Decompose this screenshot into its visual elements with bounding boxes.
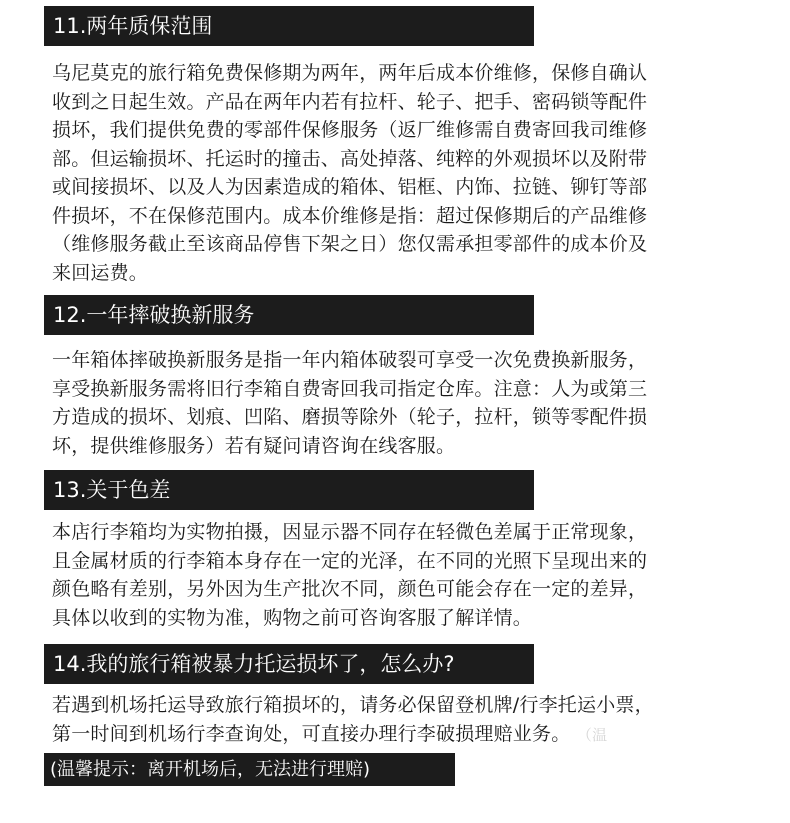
section-12-body xyxy=(52,346,732,460)
section-11-body xyxy=(52,59,732,287)
body-line: 部。但运输损坏、托运时的撞击、高处掉落、纯粹的外观损坏以及附带 xyxy=(52,147,648,170)
section-13-body xyxy=(52,518,732,632)
body-line: 一年箱体摔破换新服务是指一年内箱体破裂可享受一次免费换新服务， xyxy=(52,349,648,371)
body-line: （维修服务截止至该商品停售下架之日）您仅需承担零部件的成本价及 xyxy=(52,233,648,255)
body-line: 具体以收到的实物为准，购物之前可咨询客服了解详情。 xyxy=(52,606,533,629)
body-line: 损坏，我们提供免费的零部件保修服务（返厂维修需自费寄回我司维修 xyxy=(52,119,648,141)
tip-banner: (温馨提示：离开机场后，无法进行理赔) xyxy=(44,753,455,786)
body-line: 收到之日起生效。产品在两年内若有拉杆、轮子、把手、密码锁等配件 xyxy=(52,90,648,113)
body-line-text: 第一时间到机场行李查询处，可直接办理行李破损理赔业务。 xyxy=(52,722,571,745)
section-14-body xyxy=(52,691,732,749)
body-line: 本店行李箱均为实物拍摄，因显示器不同存在轻微色差属于正常现象， xyxy=(52,521,648,543)
section-13-heading: 13.关于色差 xyxy=(44,470,534,510)
body-line: 若遇到机场托运导致旅行箱损坏的，请务必保留登机牌/行李托运小票， xyxy=(52,694,654,716)
section-12-heading: 12.一年摔破换新服务 xyxy=(44,295,534,335)
section-14-heading: 14.我的旅行箱被暴力托运损坏了，怎么办? xyxy=(44,644,534,684)
body-line: 方造成的损坏、划痕、凹陷、磨损等除外（轮子，拉杆，锁等零配件损 xyxy=(52,406,648,428)
body-line xyxy=(52,720,732,750)
faint-fragment: （温 xyxy=(584,725,608,744)
body-line: 乌尼莫克的旅行箱免费保修期为两年，两年后成本价维修，保修自确认 xyxy=(52,62,648,84)
section-11-heading: 11.两年质保范围 xyxy=(44,6,534,46)
body-line: 颜色略有差别，另外因为生产批次不同，颜色可能会存在一定的差异， xyxy=(52,578,648,600)
body-line: 享受换新服务需将旧行李箱自费寄回我司指定仓库。注意：人为或第三 xyxy=(52,377,648,400)
body-line: 或间接损坏、以及人为因素造成的箱体、铝框、内饰、拉链、铆钉等部 xyxy=(52,176,648,198)
body-line: 且金属材质的行李箱本身存在一定的光泽，在不同的光照下呈现出来的 xyxy=(52,549,648,572)
body-line: 来回运费。 xyxy=(52,261,149,284)
body-line: 坏，提供维修服务）若有疑问请咨询在线客服。 xyxy=(52,434,456,457)
body-line: 件损坏，不在保修范围内。成本价维修是指：超过保修期后的产品维修 xyxy=(52,204,648,227)
